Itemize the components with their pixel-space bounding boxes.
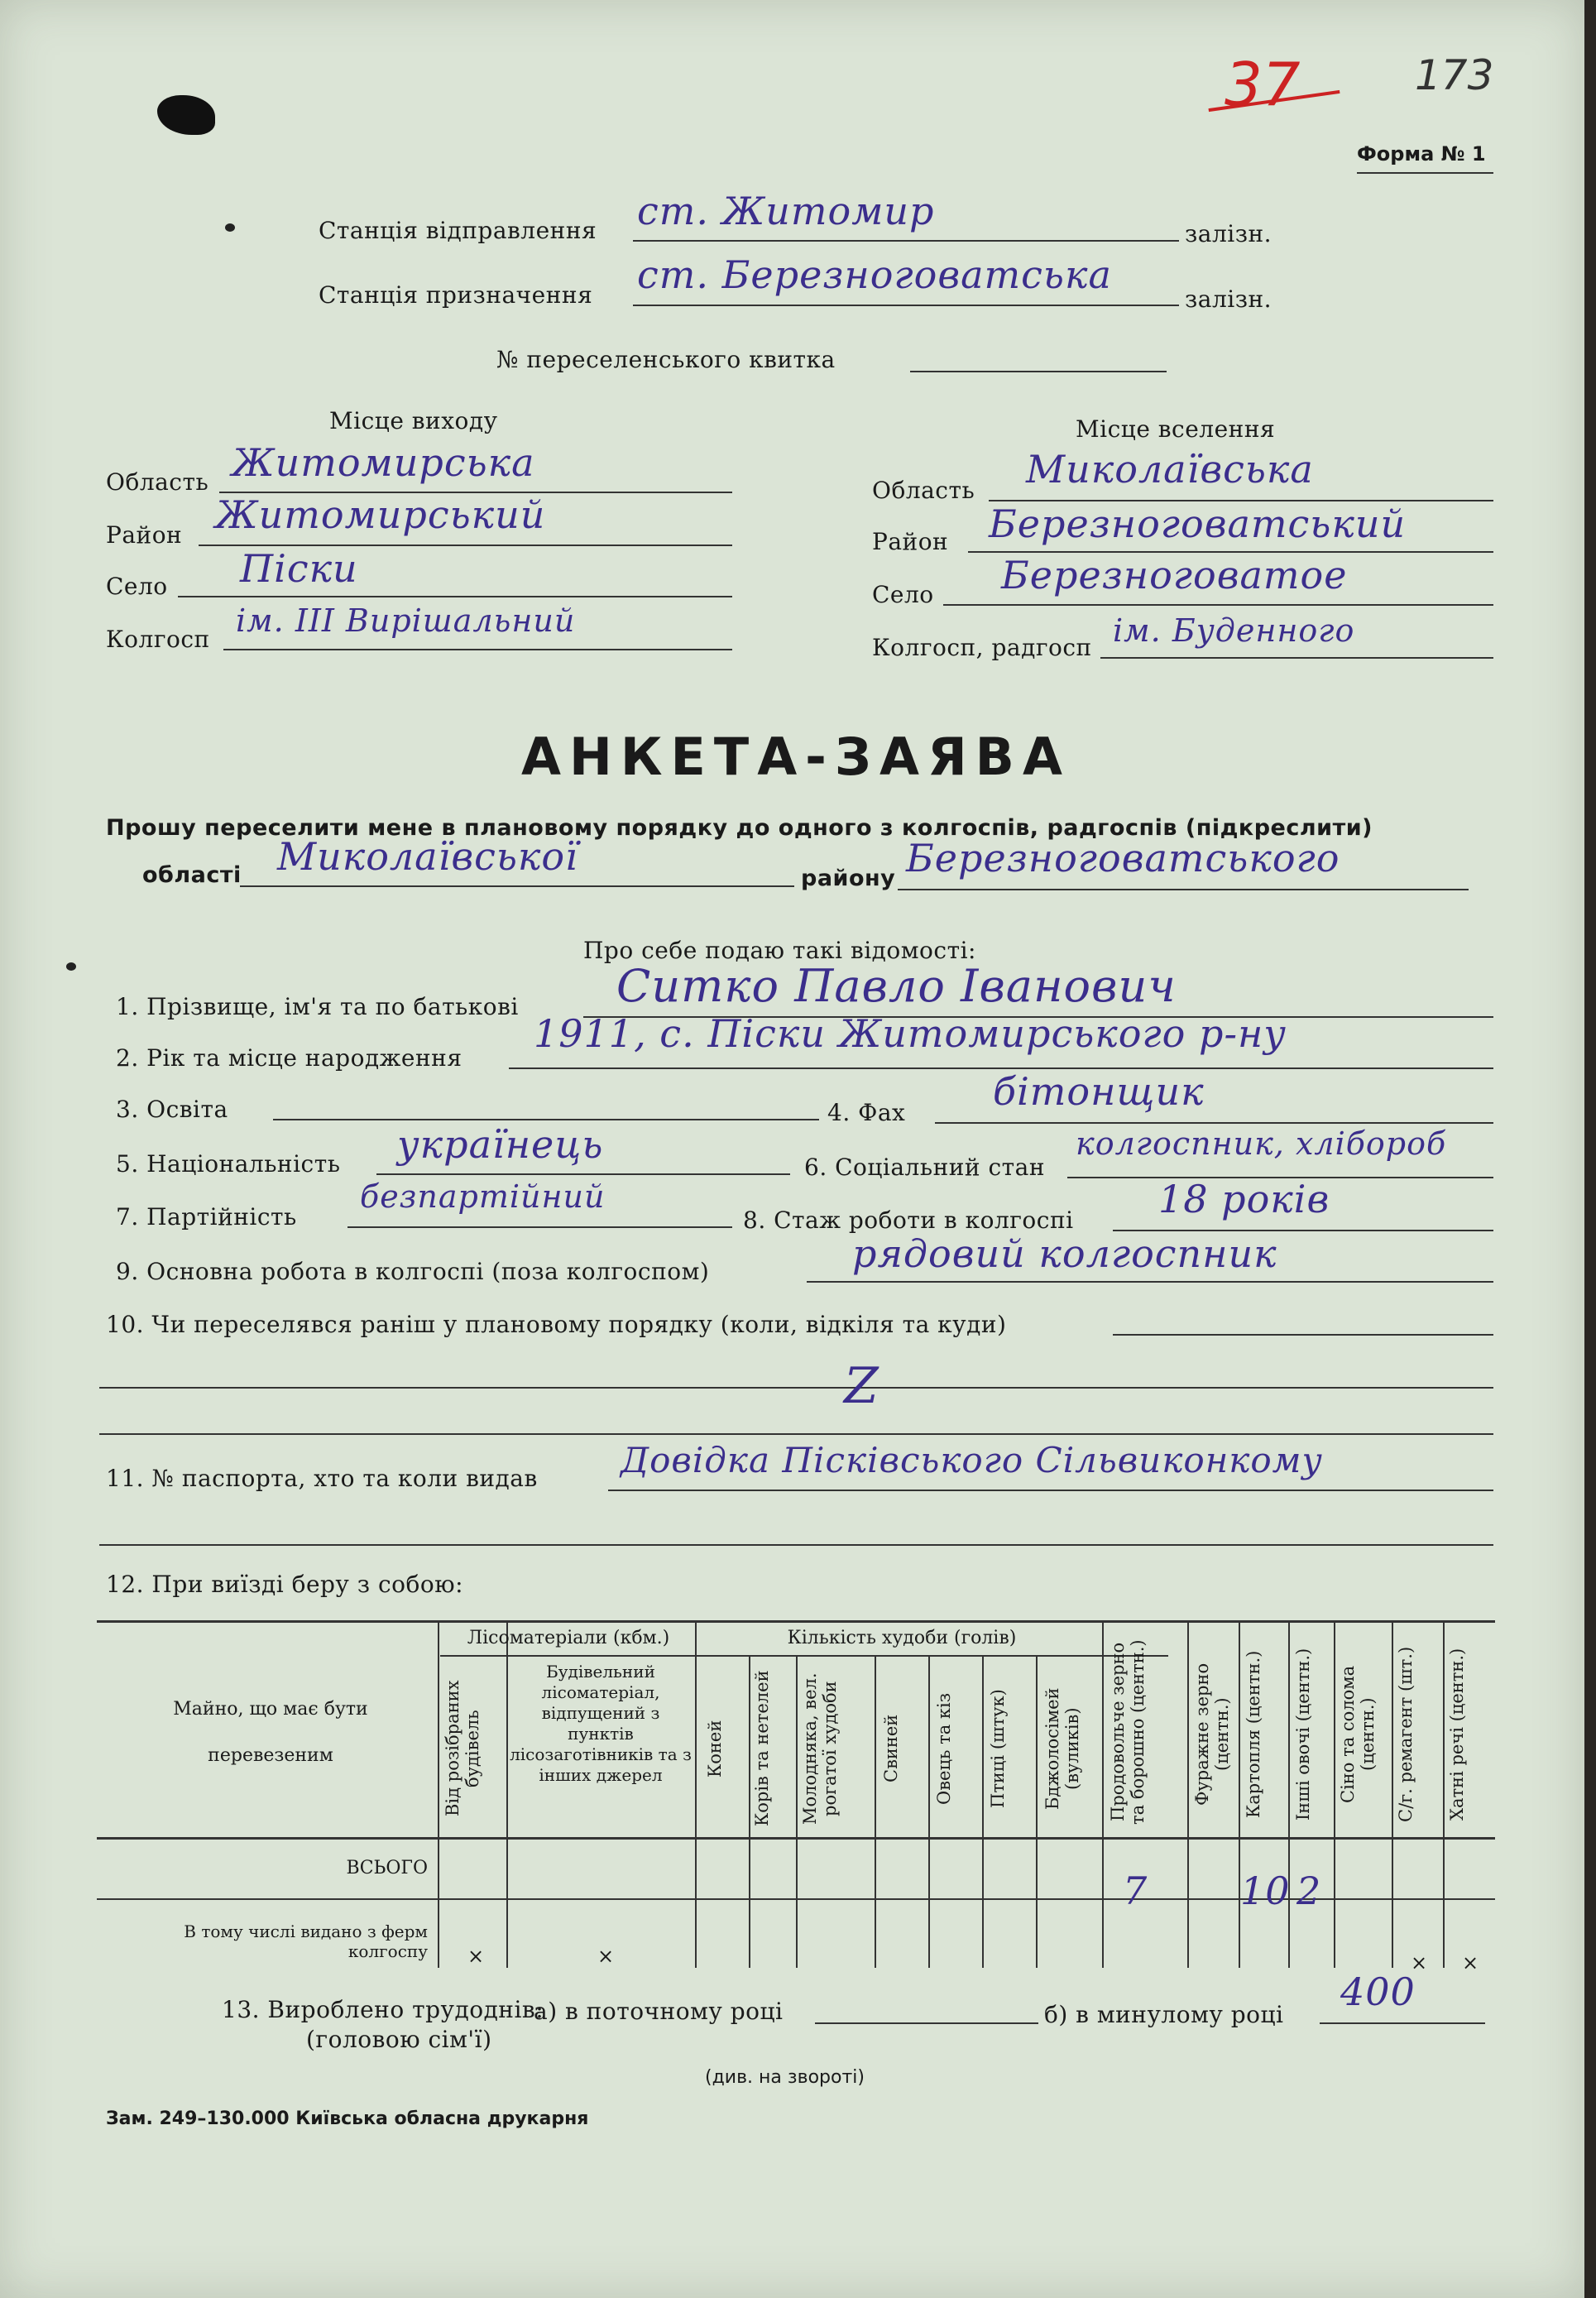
mark: ×	[597, 1945, 615, 1968]
departure-value: ст. Житомир	[637, 189, 935, 233]
origin-selo-label: Село	[106, 573, 168, 600]
origin-heading: Місце виходу	[329, 407, 498, 434]
col-horses: Коней	[705, 1720, 725, 1777]
dest-raion-value: Березноговатський	[989, 501, 1407, 546]
request-raion-label: району	[801, 866, 896, 891]
field-10-line-3	[99, 1433, 1493, 1435]
destination-value: ст. Березноговатська	[637, 252, 1112, 297]
field-11-value: Довідка Пісківського Сільвиконкому	[621, 1440, 1323, 1480]
col-grain: Продовольче зерно та борошно (центн.)	[1108, 1639, 1148, 1825]
form-title: АНКЕТА-ЗАЯВА	[521, 727, 1071, 787]
col-forage: Фуражне зерно (центн.)	[1192, 1662, 1232, 1806]
workdays-sub: (головою сім'ї)	[306, 2026, 492, 2053]
field-7-line	[347, 1226, 732, 1228]
field-10-value: Z	[844, 1357, 879, 1415]
field-8-value: 18 років	[1158, 1177, 1330, 1221]
row-total: ВСЬОГО	[346, 1858, 428, 1878]
destination-suffix: залізн.	[1185, 285, 1272, 313]
destination-label: Станція призначення	[319, 281, 593, 309]
request-line: Прошу переселити мене в плановому порядку до одного з колгоспів, радгоспів (підкреслити)	[106, 815, 1373, 841]
belongings-table	[97, 1620, 1495, 1974]
field-4-label: 4. Фах	[827, 1099, 906, 1126]
col-veg: Інші овочі (центн.)	[1293, 1648, 1313, 1821]
mark: ×	[1462, 1951, 1479, 1974]
field-1-value: Ситко Павло Іванович	[616, 960, 1177, 1012]
dest-oblast-label: Область	[872, 477, 975, 504]
field-11-line-2	[99, 1544, 1493, 1546]
col-hay: Сіно та солома (центн.)	[1338, 1665, 1378, 1803]
form-label: Форма № 1	[1357, 142, 1486, 166]
field-5-label: 5. Національність	[116, 1150, 341, 1178]
total-potato: 10	[1240, 1869, 1291, 1913]
workdays-label: 13. Вироблено трудоднів:	[222, 1996, 544, 2023]
mark: ×	[467, 1945, 485, 1968]
group-timber: Лісоматеріали (кбм.)	[467, 1628, 670, 1648]
field-7-value: безпартійний	[360, 1178, 606, 1215]
form-label-underline	[1357, 172, 1493, 174]
field-12-label: 12. При виїзді беру з собою:	[106, 1571, 464, 1598]
col-birds: Птиці (штук)	[988, 1689, 1008, 1808]
col-bees: Бджолосімей (вуликів)	[1042, 1687, 1082, 1810]
request-oblast-value: Миколаївської	[277, 834, 578, 879]
col-household: Хатні речі (центн.)	[1447, 1648, 1467, 1821]
punch-hole	[225, 223, 235, 232]
scan-edge	[1584, 0, 1596, 2298]
field-5-value: українець	[397, 1122, 604, 1167]
dest-heading: Місце вселення	[1076, 415, 1276, 443]
field-1-label: 1. Прізвище, ім'я та по батькові	[116, 993, 519, 1020]
field-3-label: 3. Освіта	[116, 1096, 228, 1123]
field-10-label: 10. Чи переселявся раніш у плановому порядку (коли, відкіля та куди)	[106, 1311, 1007, 1338]
field-6-label: 6. Соціальний стан	[804, 1154, 1045, 1181]
origin-oblast-label: Область	[106, 468, 209, 496]
field-6-value: колгоспник, хлібороб	[1076, 1125, 1447, 1162]
departure-suffix: залізн.	[1185, 220, 1272, 247]
field-2-label: 2. Рік та місце народження	[116, 1044, 463, 1072]
field-7-label: 7. Партійність	[116, 1203, 297, 1231]
origin-kolhosp-value: ім. III Вирішальний	[236, 602, 576, 639]
field-11-line	[608, 1490, 1493, 1491]
workdays-current-label: а) в поточному році	[534, 1998, 784, 2025]
total-grain: 7	[1123, 1869, 1148, 1913]
field-3-line	[273, 1119, 819, 1120]
group-cattle: Кількість худоби (голів)	[787, 1628, 1017, 1648]
origin-raion-label: Район	[106, 521, 183, 549]
col-sheep: Овець та кіз	[934, 1692, 954, 1805]
field-4-value: бітонщик	[993, 1069, 1205, 1114]
field-9-label: 9. Основна робота в колгоспі (поза колгоспом)	[116, 1258, 710, 1285]
origin-oblast-value: Житомирська	[232, 440, 535, 485]
workdays-previous-label: б) в минулому році	[1044, 2001, 1284, 2028]
printer-note: Зам. 249–130.000 Київська обласна друкарня	[106, 2108, 589, 2129]
field-11-label: 11. № паспорта, хто та коли видав	[106, 1465, 538, 1492]
dest-kolhosp-value: ім. Буденного	[1113, 612, 1355, 649]
origin-kolhosp-label: Колгосп	[106, 626, 210, 653]
field-10-line-2	[99, 1387, 1493, 1389]
field-2-value: 1911, с. Піски Житомирського р-ну	[534, 1011, 1287, 1056]
workdays-current-line	[815, 2022, 1038, 2024]
field-9-line	[807, 1281, 1493, 1283]
punch-hole	[66, 962, 76, 971]
col-tools: С/г. ремагент (шт.)	[1396, 1646, 1416, 1822]
workdays-previous-value: 400	[1340, 1969, 1416, 2014]
request-oblast-line	[240, 885, 794, 887]
request-raion-value: Березноговатського	[906, 836, 1340, 880]
origin-selo-value: Піски	[240, 546, 358, 591]
dest-kolhosp-line	[1100, 657, 1493, 659]
field-8-label: 8. Стаж роботи в колгоспі	[743, 1207, 1074, 1234]
ticket-label: № переселенського квитка	[496, 346, 836, 373]
col-timber2: Будівельний лісоматеріал, відпущений з пунктів лісозаготівників та з інших джерел	[510, 1662, 692, 1785]
col-property: Майно, що має бути перевезеним	[173, 1699, 368, 1766]
workdays-previous-line	[1320, 2022, 1485, 2024]
total-veg: 2	[1296, 1869, 1322, 1913]
field-4-line	[935, 1122, 1493, 1124]
origin-kolhosp-line	[223, 649, 732, 650]
dest-selo-label: Село	[872, 581, 934, 608]
dest-selo-value: Березноговатое	[1001, 553, 1348, 597]
intro-text: Про себе подаю такі відомості:	[583, 937, 976, 964]
archive-number-struck: 37	[1225, 50, 1301, 119]
request-raion-line	[898, 889, 1469, 890]
dest-oblast-value: Миколаївська	[1026, 447, 1314, 492]
mark: ×	[1411, 1951, 1428, 1974]
request-oblast-label: області	[142, 862, 242, 888]
destination-line	[633, 305, 1179, 306]
field-10-line	[1113, 1334, 1493, 1336]
col-timber1: Від розібраних будівель	[443, 1680, 482, 1817]
col-pigs: Свиней	[881, 1714, 901, 1783]
row-farm: В тому числі видано з ферм колгоспу	[184, 1921, 428, 1961]
dest-kolhosp-label: Колгосп, радгосп	[872, 634, 1092, 661]
col-young: Молодняка, вел. рогатої худоби	[800, 1672, 840, 1825]
departure-label: Станція відправлення	[319, 217, 597, 244]
departure-line	[633, 240, 1179, 242]
dest-raion-label: Район	[872, 528, 949, 555]
origin-raion-value: Житомирський	[215, 492, 546, 537]
col-potato: Картопля (центн.)	[1244, 1650, 1263, 1818]
origin-selo-line	[178, 596, 732, 597]
see-reverse: (див. на звороті)	[705, 2067, 865, 2088]
ticket-line	[910, 371, 1167, 372]
dest-selo-line	[943, 604, 1493, 606]
page-number: 173	[1415, 51, 1494, 99]
field-9-value: рядовий колгоспник	[852, 1231, 1277, 1276]
field-5-line	[376, 1173, 790, 1175]
col-cows: Корів та нетелей	[752, 1670, 772, 1827]
